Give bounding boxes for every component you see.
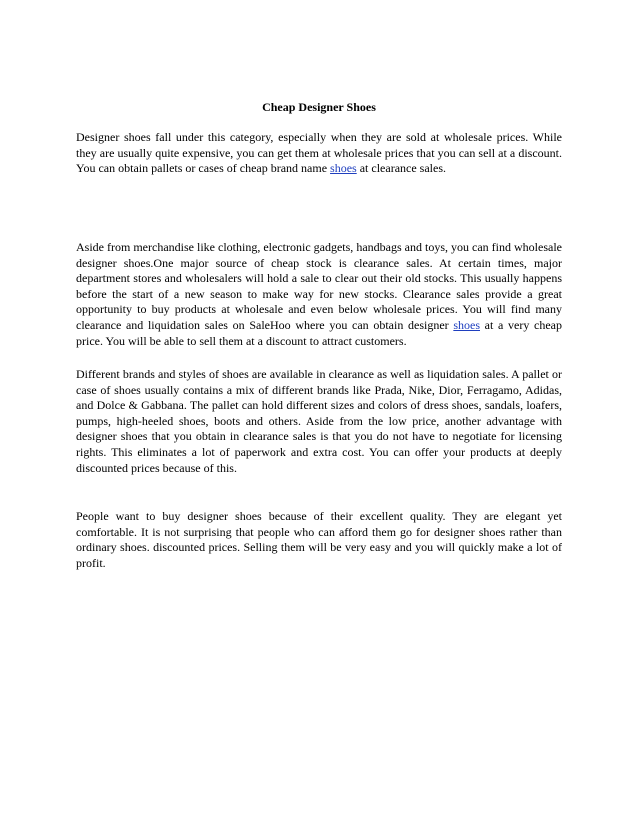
paragraph-3: Different brands and styles of shoes are available in clearance as well as liquidation sales. A pallet or case of shoes usually contains a mix of different brands like Prada, Nike, Dior, Ferragamo, Adidas, and Dolce & Gabbana. The pallet can hold different sizes and colors of dress shoes, sandals, loafers, pumps, high-heeled shoes, boots and others. Aside from the low price, another advantage with designer shoes that you obtain in clearance sales is that you do not have to negotiate for licensing rights. This eliminates a lot of paperwork and extra cost. You can offer your products at deeply discounted prices because of this. bbox=[76, 367, 562, 475]
shoes-link-1[interactable]: shoes bbox=[330, 161, 357, 176]
paragraph-4: People want to buy designer shoes because of their excellent quality. They are elegant yet comfortable. It is not surprising that people who can afford them go for designer shoes rather than ordinary shoes. discounted prices. Selling them will be very easy and you will quickly make a lot of profit. bbox=[76, 509, 562, 570]
paragraph-2-text-after: at a very cheap price. You will be able to sell them at a discount to attract customers. bbox=[76, 317, 562, 348]
paragraph-1-text-after: at clearance sales. bbox=[356, 161, 446, 176]
paragraph-2-text-before: Aside from merchandise like clothing, electronic gadgets, handbags and toys, you can find wholesale designer shoes.One major source of cheap stock is clearance sales. At certain times, major department stores and wholesalers will hold a sale to clear out their old stocks. This usually happens before the start of a new season to make way for new stocks. Clearance sales provide a great opportunity to buy products at wholesale and even below wholesale prices. You will find many clearance and liquidation sales on SaleHoo where you can obtain designer bbox=[76, 240, 562, 332]
paragraph-1-text-before: Designer shoes fall under this category, especially when they are sold at wholesale prices. While they are usually quite expensive, you can get them at wholesale prices that you can sell at a discount. You can obtain pallets or cases of cheap brand name bbox=[76, 130, 562, 176]
page-title: Cheap Designer Shoes bbox=[262, 100, 376, 114]
paragraph-1 bbox=[76, 130, 562, 177]
paragraph-2 bbox=[76, 240, 562, 349]
shoes-link-2[interactable]: shoes bbox=[453, 317, 480, 332]
